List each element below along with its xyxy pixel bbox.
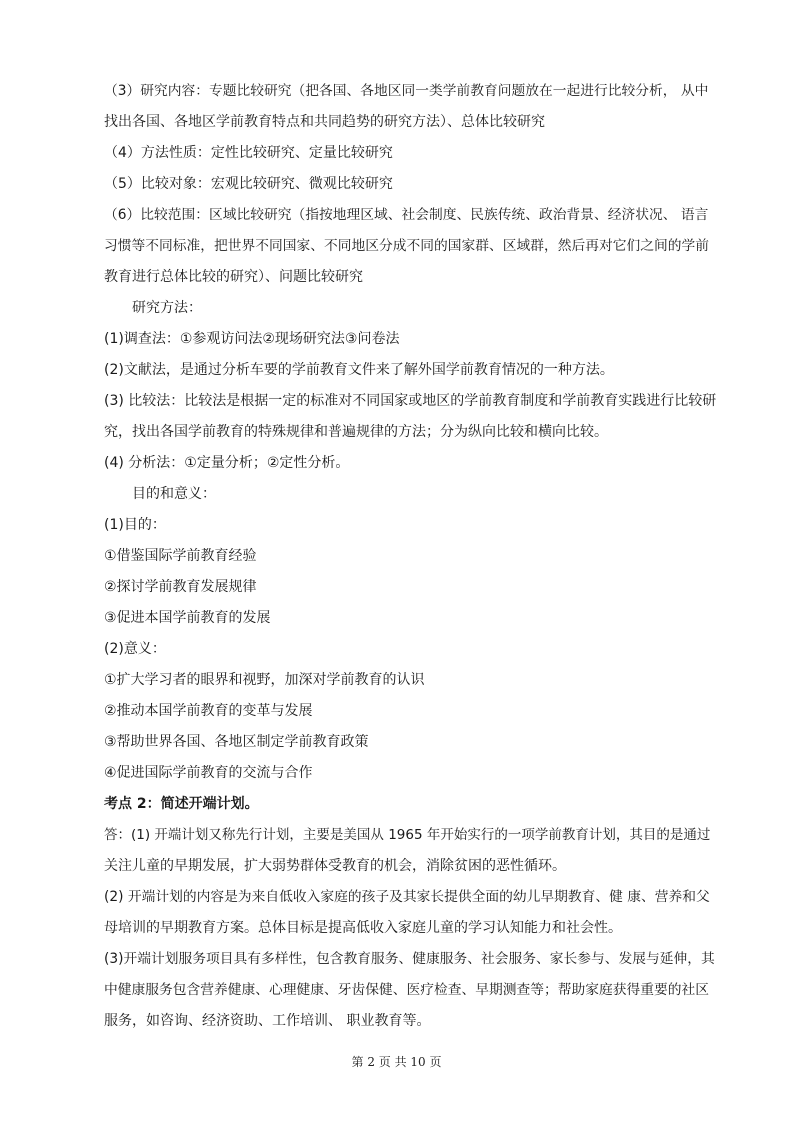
text-line: (1)调查法：①参观访问法②现场研究法③问卷法 — [104, 331, 400, 347]
text-line: 教育进行总体比较的研究）、问题比较研究 — [104, 269, 363, 285]
text-line: (2)意义： — [104, 641, 166, 657]
text-line: (3)开端计划服务项目具有多样性，包含教育服务、健康服务、社会服务、家长参与、发展与延伸，其 — [104, 951, 715, 967]
section-heading: 考点 2：简述开端计划。 — [104, 796, 259, 812]
text-line: (2) 开端计划的内容是为来自低收入家庭的孩子及其家长提供全面的幼儿早期教育、健 康、营养和父 — [104, 889, 710, 905]
text-line: ③促进本国学前教育的发展 — [104, 610, 271, 626]
text-line: ①借鉴国际学前教育经验 — [104, 548, 257, 564]
text-line: ④促进国际学前教育的交流与合作 — [104, 765, 313, 781]
text-line: (4) 分析法：①定量分析；②定性分析。 — [104, 455, 350, 471]
text-line: （3）研究内容：专题比较研究（把各国、各地区同一类学前教育问题放在一起进行比较分析， 从中 — [104, 83, 709, 99]
text-line: ②推动本国学前教育的变革与发展 — [104, 703, 313, 719]
text-line: 关注儿童的早期发展，扩大弱势群体受教育的机会，消除贫困的恶性循环。 — [104, 858, 566, 874]
page-footer: 第 2 页 共 10 页 — [351, 1055, 442, 1069]
text-line: (2)文献法，是通过分析车要的学前教育文件来了解外国学前教育情况的一种方法。 — [104, 362, 614, 378]
text-line: (3) 比较法：比较法是根据一定的标准对不同国家或地区的学前教育制度和学前教育实践进行比较研 — [104, 393, 716, 409]
text-line: ③帮助世界各国、各地区制定学前教育政策 — [104, 734, 369, 750]
text-line: 习惯等不同标准，把世界不同国家、不同地区分成不同的国家群、区域群，然后再对它们之间的学前 — [104, 238, 710, 254]
text-line: （5）比较对象：宏观比较研究、微观比较研究 — [104, 176, 393, 192]
text-line: 目的和意义： — [132, 486, 216, 502]
text-line: 找出各国、各地区学前教育特点和共同趋势的研究方法）、总体比较研究 — [104, 114, 545, 130]
text-line: ②探讨学前教育发展规律 — [104, 579, 257, 595]
text-line: ①扩大学习者的眼界和视野，加深对学前教育的认识 — [104, 672, 425, 688]
text-line: （4）方法性质：定性比较研究、定量比较研究 — [104, 145, 393, 161]
text-line: 研究方法： — [132, 300, 202, 316]
text-line: 母培训的早期教育方案。总体目标是提高低收入家庭儿童的学习认知能力和社会性。 — [104, 920, 622, 936]
text-line: (1)目的： — [104, 517, 166, 533]
text-line: （6）比较范围：区域比较研究（指按地理区域、社会制度、民族传统、政治背景、经济状况、 语言 — [104, 207, 709, 223]
text-line: 服务，如咨询、经济资助、工作培训、 职业教育等。 — [104, 1013, 431, 1029]
text-line: 答：(1) 开端计划又称先行计划，主要是美国从 1965 年开始实行的一项学前教育计划，其目的是通过 — [104, 827, 711, 843]
text-line: 究，找出各国学前教育的特殊规律和普遍规律的方法；分为纵向比较和横向比较。 — [104, 424, 608, 440]
text-line: 中健康服务包含营养健康、心理健康、牙齿保健、医疗检查、早期测查等；帮助家庭获得重要的社区 — [104, 982, 710, 998]
document-body — [104, 76, 716, 1037]
